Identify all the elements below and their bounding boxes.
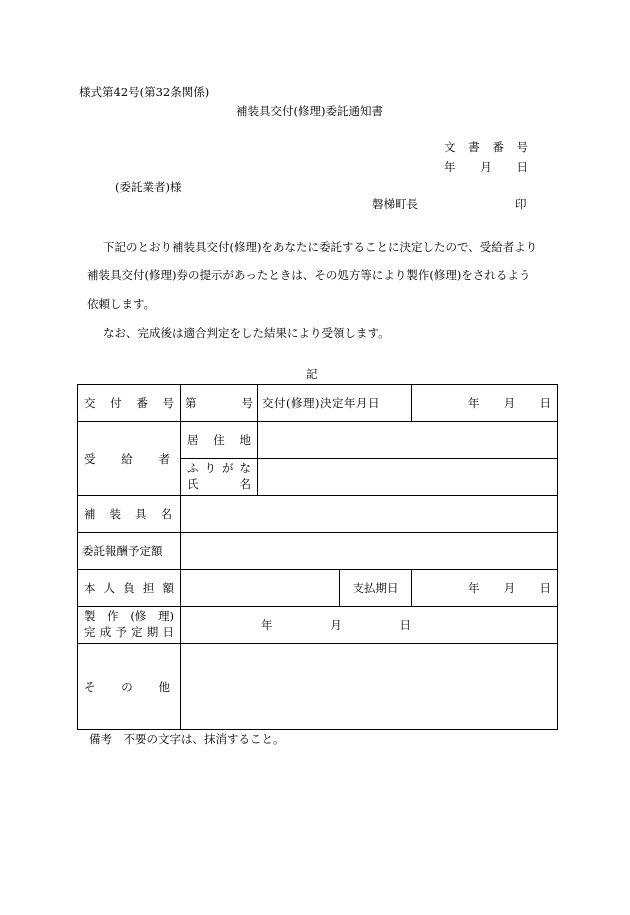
label-text: 支払期日: [352, 581, 399, 595]
date-month: 月: [480, 160, 492, 174]
number-prefix: 第: [185, 396, 197, 410]
doc-number-char: 書: [468, 140, 480, 154]
document-title: 補装具交付(修理)委託通知書: [236, 104, 383, 118]
body-paragraph-line: 下記のとおり補装具交付(修理)をあなたに委託することに決定したので、受給者より: [103, 240, 538, 254]
date-year: 年: [261, 618, 273, 632]
label-char: 交: [84, 396, 96, 410]
label-char: 他: [158, 679, 170, 694]
label-char: 予: [115, 625, 127, 639]
address-field[interactable]: [258, 422, 558, 459]
grant-number-label: [78, 385, 181, 422]
payment-date-field[interactable]: [412, 570, 558, 607]
label-char: 受: [84, 451, 96, 466]
date-day: 日: [539, 581, 552, 595]
recipient-label: [78, 422, 181, 496]
self-pay-field[interactable]: [181, 570, 340, 607]
table-row: [78, 644, 558, 730]
other-field[interactable]: [181, 644, 558, 730]
issue-date: [444, 162, 528, 174]
date-day: 日: [399, 618, 411, 632]
label-char: 額: [162, 581, 174, 595]
label-char: 号: [162, 396, 174, 410]
label-char: ふ: [187, 461, 199, 476]
date-month: 月: [503, 581, 516, 595]
commission-fee-label: [78, 533, 181, 570]
label-char: 補: [84, 507, 96, 521]
label-char: 番: [136, 396, 148, 410]
other-label: [78, 644, 181, 730]
label-char: 名: [239, 477, 251, 491]
label-char: 負: [123, 581, 135, 595]
doc-number-char: 号: [516, 140, 528, 154]
furigana-name-label: [181, 459, 258, 496]
device-name-label: [78, 496, 181, 533]
commission-fee-field[interactable]: [181, 533, 558, 570]
label-char: 定: [131, 625, 143, 639]
address-label: [181, 422, 258, 459]
table-row: [78, 570, 558, 607]
form-table: [77, 384, 558, 730]
label-text: 委託報酬予定額: [82, 544, 163, 558]
date-month: 月: [503, 396, 516, 410]
label-char: の: [121, 679, 133, 694]
decision-date-cell[interactable]: [412, 385, 558, 422]
decision-date-text: 交付(修理)決定年月日: [262, 396, 380, 410]
label-char: 給: [121, 451, 133, 466]
date-day: 日: [516, 160, 528, 174]
label-char: 地: [239, 433, 251, 447]
completion-date-label: [78, 607, 181, 644]
label-char: 氏: [187, 477, 199, 491]
label-char: (修: [130, 609, 147, 624]
label-char: り: [204, 461, 216, 476]
label-char: 期: [146, 625, 159, 639]
device-name-field[interactable]: [181, 496, 558, 533]
date-month: 月: [330, 618, 342, 632]
label-char: 人: [103, 581, 116, 595]
issuer: 磐梯町長: [372, 197, 418, 211]
label-char: 名: [160, 507, 172, 521]
form-number: 様式第42号(第32条関係): [79, 85, 210, 99]
label-char: 成: [99, 625, 112, 639]
payment-date-label: [340, 570, 412, 607]
remarks-note: 備考 不要の文字は、抹消すること。: [89, 732, 285, 746]
table-row: [78, 496, 558, 533]
doc-number-char: 文: [444, 140, 456, 154]
date-day: 日: [539, 396, 552, 410]
label-char: 理): [157, 609, 174, 624]
table-row: [78, 607, 558, 644]
label-char: 日: [162, 625, 174, 639]
label-char: 住: [213, 433, 225, 447]
label-char: 居: [187, 433, 199, 447]
label-char: 付: [110, 396, 122, 410]
label-char: 者: [158, 451, 170, 466]
completion-date-field[interactable]: [181, 607, 558, 644]
table-row: [78, 385, 558, 422]
name-field[interactable]: [258, 459, 558, 496]
body-paragraph-line: なお、完成後は適合判定をした結果により受領します。: [103, 326, 390, 340]
label-char: な: [239, 461, 251, 476]
table-row: [78, 533, 558, 570]
label-char: そ: [84, 679, 96, 694]
label-char: 具: [135, 507, 147, 521]
label-char: 装: [109, 507, 121, 521]
date-year: 年: [444, 160, 456, 174]
label-char: 担: [142, 581, 155, 595]
table-row: [78, 422, 558, 459]
seal-mark: 印: [515, 197, 527, 211]
number-suffix: 号: [241, 396, 253, 410]
addressee: (委託業者)様: [115, 180, 182, 194]
self-pay-label: [78, 570, 181, 607]
body-paragraph-line: 補装具交付(修理)券の提示があったときは、その処方等により製作(修理)をされるよう: [87, 268, 531, 282]
ki-heading: 記: [306, 367, 318, 381]
label-char: 完: [84, 625, 96, 639]
label-char: 製: [84, 609, 96, 624]
date-year: 年: [468, 581, 480, 595]
grant-number-cell[interactable]: [181, 385, 258, 422]
label-char: が: [222, 461, 234, 476]
label-char: 本: [84, 581, 96, 595]
body-paragraph-line: 依頼します。: [87, 297, 156, 311]
label-char: 作: [107, 609, 119, 624]
document-number-label: [444, 142, 528, 154]
date-year: 年: [468, 396, 480, 410]
doc-number-char: 番: [492, 140, 504, 154]
decision-date-label: [258, 385, 412, 422]
